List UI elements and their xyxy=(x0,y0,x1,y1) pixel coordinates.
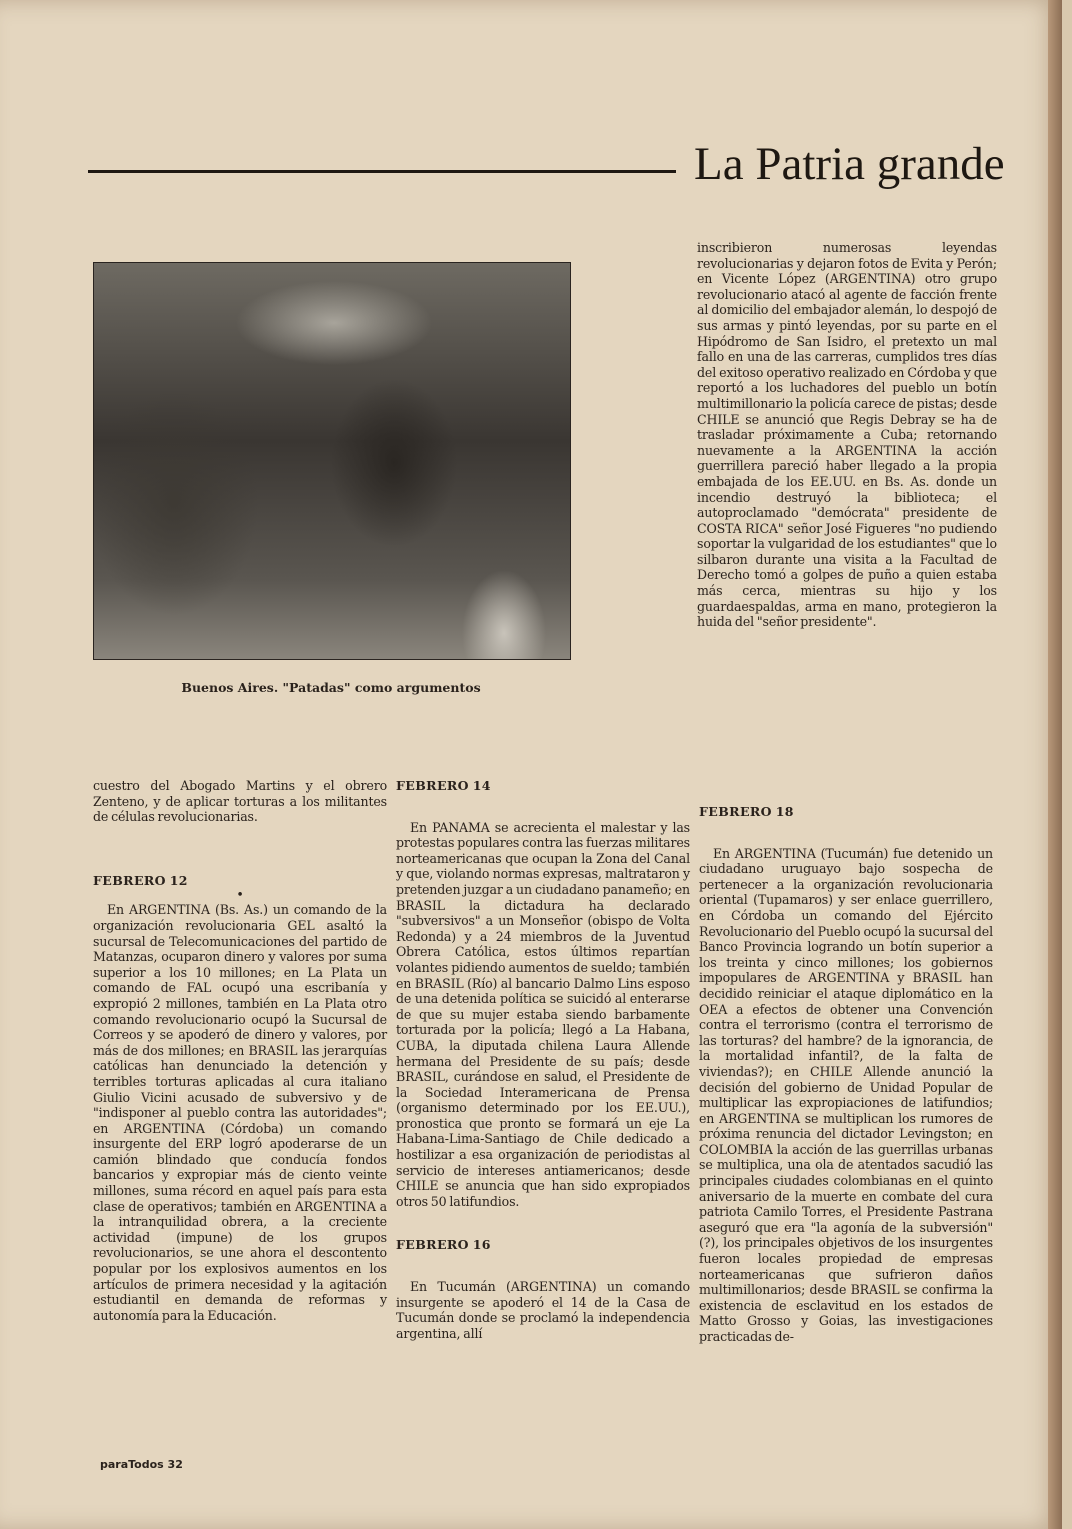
page-spine xyxy=(1048,0,1062,1529)
column-2-text-2: En Tucumán (ARGENTINA) un comando insurgente se apoderó el 14 de la Casa de Tucumán donde se proclamó la independencia argentina, allí xyxy=(396,1279,690,1341)
date-heading-feb-18: FEBRERO 18 xyxy=(699,804,794,819)
column-3-text: En ARGENTINA (Tucumán) fue detenido un ciudadano uruguayo bajo sospecha de pertenecer a la organización revolucionaria oriental (Tupamaros) y ser enlace guerrillero, en Córdoba un comando del Ejército Revolucionario del Pueblo ocupó la sucursal del Banco Provincia logrando un botín superior a los treinta y cinco millones; los gobiernos impopulares de ARGENTINA y BRASIL han decidido reiniciar el ataque diplomático en la OEA a efectos de obtener una Convención contra el terrorismo (contra el terrorismo de las torturas? del hambre? de la ignorancia, de la mortalidad infantil?, de la falta de viviendas?); en CHILE Allende anunció la decisión del gobierno de Unidad Popular de multiplicar las expropiaciones de latifundios; en ARGENTINA se multiplican los rumores de próxima renuncia del dictador Levingston; en COLOMBIA la acción de las guerrillas urbanas se multiplica, una ola de atentados sacudió las principales ciudades colombianas en el quinto aniversario de la muerte en combate del cura patriota Camilo Torres, el Presidente Pastrana aseguró que era "la agonía de la subversión" (?), los principales objetivos de los insurgentes fueron locales propiedad de empresas norteamericanas que sufrieron daños multimillonarios; desde BRASIL se confirma la existencia de esclavitud en los estados de Matto Grosso y Goias, las investigaciones practicadas de- xyxy=(699,845,993,1344)
column-1-intro: cuestro del Abogado Martins y el obrero Zenteno, y de aplicar torturas a los militantes de células revolucionarias. xyxy=(93,778,387,825)
date-heading-feb-12: FEBRERO 12 xyxy=(93,872,188,888)
column-2 xyxy=(396,778,690,1341)
photo-caption: Buenos Aires. "Patadas" como argumentos xyxy=(181,680,481,695)
column-2-text-1: En PANAMA se acrecienta el malestar y las protestas populares contra las fuerzas militares norteamericanas que ocupan la Zona del Canal y que, violando normas expresas, maltrataron y pretenden juzgar a un ciudadano panameño; en BRASIL la dictadura ha declarado "subversivos" a un Monseñor (obispo de Volta Redonda) y a 24 miembros de la Juventud Obrera Católica, estos últimos repartían volantes pidiendo aumentos de sueldo; también en BRASIL (Río) al bancario Dalmo Lins esposo de una detenida política se suicidó al enterarse de que su mujer estaba siendo barbamente torturada por la policía; llegó a La Habana, CUBA, la diputada chilena Laura Allende hermana del Presidente de su país; desde BRASIL, curándose en salud, el Presidente de la Sociedad Interamericana de Prensa (organismo determinado por los EE.UU.), pronostica que pronto se formará un eje La Habana-Lima-Santiago de Chile dedicado a hostilizar a esa organización de periodistas al servicio de intereses antiamericanos; desde CHILE se anuncia que han sido expropiados otros 50 latifundios. xyxy=(396,819,690,1209)
page-footer: paraTodos 32 xyxy=(100,1458,183,1471)
column-1-text: En ARGENTINA (Bs. As.) un comando de la organización revolucionaria GEL asaltó la sucursal de Telecomunicaciones del partido de Matanzas, ocuparon dinero y valores por suma superior a los 10 millones; en La Plata un comando de FAL ocupó una escribanía y expropió 2 millones, también en La Plata otro comando revolucionario ocupó la Sucursal de Correos y se apoderó de dinero y valores, por más de dos millones; en BRASIL las jerarquías católicas han denunciado la detención y terribles torturas aplicadas al cura italiano Giulio Vicini acusado de subversivo y de "indisponer al pueblo contra las autoridades"; en ARGENTINA (Córdoba) un comando insurgente del ERP logró apoderarse de un camión blindado que conducía fondos bancarios y expropiar más de ciento veinte millones, suma récord en aquel país para esta clase de operativos; también en ARGENTINA a la intranquilidad obrera, a la creciente actividad (impune) de los grupos revolucionarios, se une ahora el descontento popular por los explosivos aumentos en los artículos de primera necesidad y la agitación estudiantil en demanda de reformas y autonomía para la Educación. xyxy=(93,902,387,1323)
section-title: La Patria grande xyxy=(694,138,1005,190)
date-heading-feb-16: FEBRERO 16 xyxy=(396,1237,491,1253)
column-1 xyxy=(93,778,387,1323)
right-top-column xyxy=(697,240,997,630)
news-photo xyxy=(93,262,571,660)
column-3 xyxy=(699,804,993,1345)
bullet-mark: • xyxy=(236,887,244,903)
date-heading-feb-14: FEBRERO 14 xyxy=(396,778,491,793)
headline-rule xyxy=(88,170,676,173)
right-top-text: inscribieron numerosas leyendas revolucionarias y dejaron fotos de Evita y Perón; en Vicente López (ARGENTINA) otro grupo revolucionario atacó al agente de facción frente al domicilio del embajador alemán, lo despojó de sus armas y pintó leyendas, por su parte en el Hipódromo de San Isidro, el pretexto un mal fallo en una de las carreras, cumplidos tres días del exitoso operativo realizado en Córdoba y que reportó a los luchadores del pueblo un botín multimillonario la policía carece de pistas; desde CHILE se anunció que Regis Debray se ha de trasladar próximamente a Cuba; retornando nuevamente a la ARGENTINA la acción guerrillera pareció haber llegado a la propia embajada de los EE.UU. en Bs. As. donde un incendio destruyó la biblioteca; el autoproclamado "demócrata" presidente de COSTA RICA" señor José Figueres "no pudiendo soportar la vulgaridad de los estudiantes" que lo silbaron durante una visita a la Facultad de Derecho tomó a golpes de puño a quien estaba más cerca, mientras su hijo y los guardaespaldas, arma en mano, protegieron la huida del "señor presidente". xyxy=(697,240,997,630)
